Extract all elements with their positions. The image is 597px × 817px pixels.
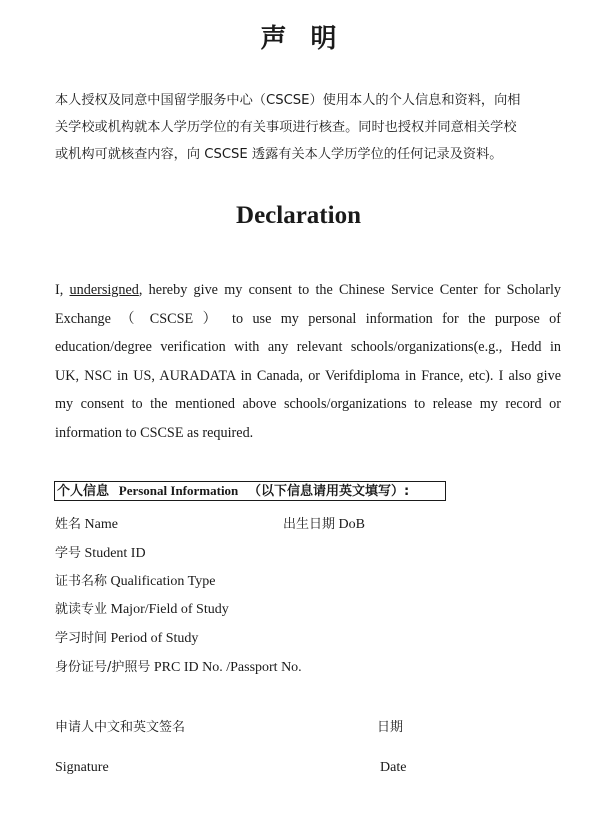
english-paragraph-line: Exchange （ CSCSE ） to use my personal information for the purpose of: [55, 310, 561, 327]
page-title-english: Declaration: [236, 202, 361, 229]
section-note: （以下信息请用英文填写）:: [248, 484, 410, 499]
paragraph-first-line-rest: , hereby give my consent to the Chinese Service Center for Scholarly: [138, 282, 561, 298]
signature-label-cn: [55, 719, 185, 737]
chinese-consent-paragraph: [55, 87, 563, 168]
period-label-cn: 学习时间: [55, 631, 108, 646]
id-passport-field-label: [55, 659, 302, 677]
personal-information-header: [54, 481, 446, 501]
english-paragraph-line: education/degree verification with any relevant schools/organizations(e.g., Hedd in: [55, 339, 561, 355]
undersigned-underlined-text: undersigned: [69, 282, 139, 298]
major-field-label: [55, 601, 229, 619]
period-field-label: [55, 630, 198, 648]
student-id-label-cn: 学号: [55, 546, 82, 561]
page-title-chinese: 声明: [260, 24, 361, 54]
id-passport-label-en: PRC ID No. /Passport No.: [153, 660, 302, 675]
dob-label-cn: 出生日期: [283, 517, 336, 532]
dob-field-label: [283, 516, 365, 534]
section-label-cn: 个人信息: [57, 484, 110, 499]
date-label-en: Date: [380, 760, 407, 775]
chinese-paragraph-line: 或机构可就核查内容，向 CSCSE 透露有关本人学历学位的任何记录及资料。: [55, 147, 503, 162]
name-label-en: Name: [84, 517, 118, 532]
major-label-cn: 就读专业: [55, 602, 108, 617]
student-id-field-label: [55, 545, 146, 563]
signature-label-en: Signature: [55, 760, 109, 775]
english-consent-paragraph: [55, 276, 561, 447]
date-label-cn-text: 日期: [377, 720, 404, 735]
student-id-label-en: Student ID: [84, 546, 146, 561]
chinese-paragraph-line: 本人授权及同意中国留学服务中心（CSCSE）使用本人的个人信息和资料，向相: [55, 93, 521, 108]
id-passport-label-cn: 身份证号/护照号: [55, 660, 151, 675]
english-paragraph-line: [55, 276, 561, 305]
qualification-label-cn: 证书名称: [55, 574, 108, 589]
name-field-label: [55, 516, 118, 534]
english-paragraph-line: my consent to the mentioned above schools/organizations to release my record or: [55, 396, 561, 412]
name-label-cn: 姓名: [55, 517, 82, 532]
period-label-en: Period of Study: [110, 631, 199, 646]
major-label-en: Major/Field of Study: [110, 602, 229, 617]
date-label-cn: [377, 719, 403, 737]
english-paragraph-line: information to CSCSE as required.: [55, 424, 254, 441]
paragraph-prefix: I,: [55, 282, 70, 298]
english-paragraph-line: UK, NSC in US, AURADATA in Canada, or Verifdiploma in France, etc). I also give: [55, 367, 561, 384]
section-label-en: Personal Information: [118, 483, 239, 498]
qualification-field-label: [55, 573, 215, 591]
signature-label-cn-text: 申请人中文和英文签名: [55, 720, 186, 735]
chinese-paragraph-line: 关学校或机构就本人学历学位的有关事项进行核查。同时也授权并同意相关学校: [55, 120, 517, 135]
qualification-label-en: Qualification Type: [110, 574, 216, 589]
dob-label-en: DoB: [338, 517, 365, 532]
